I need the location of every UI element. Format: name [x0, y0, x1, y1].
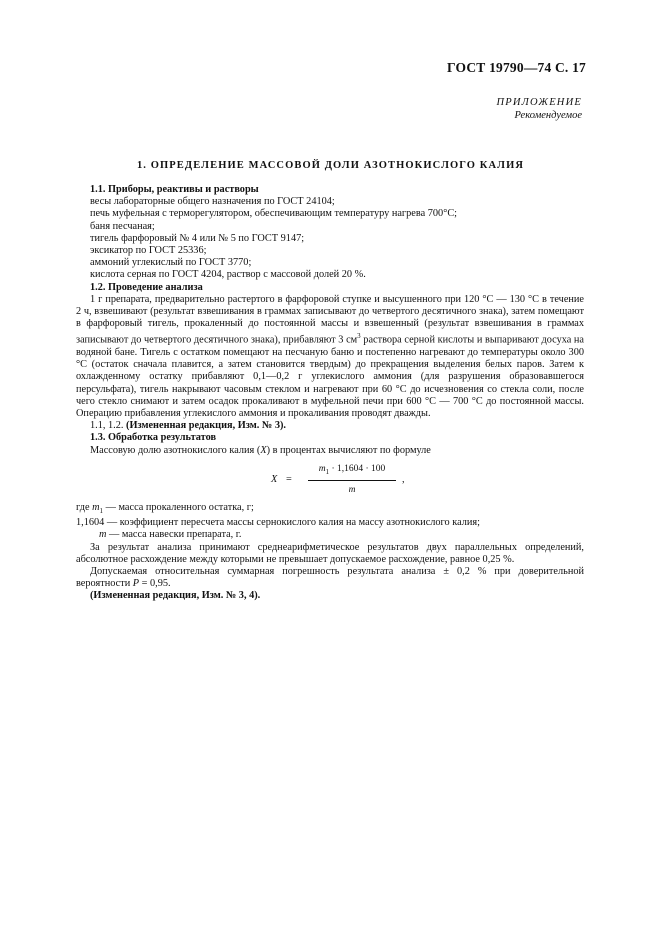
formula-numerator: $m_1 \cdot 1,1604 \cdot 100$	[308, 463, 396, 481]
subsection-heading-1-3: 1.3. Обработка результатов	[90, 432, 217, 444]
list-item: баня песчаная;	[90, 220, 155, 232]
formula-fraction	[308, 463, 396, 496]
list-item: кислота серная по ГОСТ 4204, раствор с массовой долей 20 %.	[90, 269, 366, 281]
formula-comma: ,	[402, 473, 405, 485]
amendment-ref: 1.1, 1.2.	[90, 420, 124, 432]
error-paragraph: Допускаемая относительная суммарная погрешность результата анализа ± 0,2 % при доверительной вероятности P = 0,95.	[76, 565, 584, 590]
formula-equals: =	[286, 473, 292, 485]
subsection-heading-1-2: 1.2. Проведение анализа	[90, 281, 203, 293]
appendix-title: ПРИЛОЖЕНИЕ	[496, 97, 582, 108]
appendix-note: Рекомендуемое	[514, 110, 582, 121]
where-line: где $m_1$ — масса прокаленного остатка, г;	[76, 501, 254, 515]
list-item: тигель фарфоровый № 4 или № 5 по ГОСТ 9147;	[90, 232, 305, 244]
list-item: аммоний углекислый по ГОСТ 3770;	[90, 257, 252, 269]
list-item: весы лабораторные общего назначения по ГОСТ 24104;	[90, 196, 335, 208]
formula-lhs: X	[271, 473, 278, 485]
section-title: 1. ОПРЕДЕЛЕНИЕ МАССОВОЙ ДОЛИ АЗОТНОКИСЛОГО КАЛИЯ	[136, 160, 525, 171]
var-p: P	[132, 578, 140, 590]
formula	[76, 463, 584, 497]
result-paragraph: За результат анализа принимают среднеарифметическое результатов двух параллельных определений, абсолютное расхождение между которыми не превышает допускаемое расхождение, равное 0,25 %.	[76, 541, 584, 565]
formula-denominator: m	[348, 484, 356, 495]
var-x: X	[260, 444, 267, 456]
document-body	[76, 184, 584, 603]
unit-superscript: 3	[357, 332, 361, 341]
procedure-paragraph	[76, 294, 584, 420]
list-item: печь муфельная с терморегулятором, обеспечивающим температуру нагрева 700°С;	[90, 208, 458, 220]
procedure-text-cont: раствора серной кислоты и выпаривают досуха на водяной бане. Тигель с остатком помещают на песчаную баню и постепенно нагревают до температуры около 300 °С (остаток сначала плавится, а затем становится твердым) до прекращения выделения белых паров. Затем к охлажденному остатку прибавляют 0,1—0,2 г углекислого аммония (для разрушения образовавшегося персульфата), тигель накрывают часовым стеклом и нагревают при 60 °С до исчезновения со стекла соли, после чего стекло снимают и затем осадок прокаливают в муфельной печи при 600 °С — 700 °С до постоянной массы. Операцию прибавления углекислого аммония и прокаливания проводят дважды.	[76, 334, 585, 420]
list-item: эксикатор по ГОСТ 25336;	[90, 245, 207, 257]
page-header: ГОСТ 19790—74 С. 17	[447, 60, 586, 75]
appendix-label	[497, 96, 583, 122]
procedure-text: 1 г препарата, предварительно растертого в фарфоровой ступке и высушенного при 120 °С — 130 °С в течение 2 ч, взвешивают (результат взвешивания в граммах записывают до четвертого десятичного знака), затем помещают в фарфоровый тигель, прокаленный до постоянной массы и взвешенный (результат взвешивания в граммах записывают до четвертого десятичного знака), прибавляют 3 см	[76, 293, 584, 346]
amendment-note	[76, 420, 584, 432]
amendment-text: (Измененная редакция, Изм. № 3).	[126, 420, 286, 432]
subsection-heading-1-1: 1.1. Приборы, реактивы и растворы	[90, 184, 259, 195]
where-line: 1,1604 — коэффициент пересчета массы сернокислого калия на массу азотнокислого калия;	[76, 517, 480, 529]
amendment-note-final: (Измененная редакция, Изм. № 3, 4).	[90, 590, 261, 602]
where-line: m — масса навески препарата, г.	[99, 529, 242, 541]
formula-intro: Массовую долю азотнокислого калия (X) в процентах вычисляют по формуле	[90, 444, 431, 456]
